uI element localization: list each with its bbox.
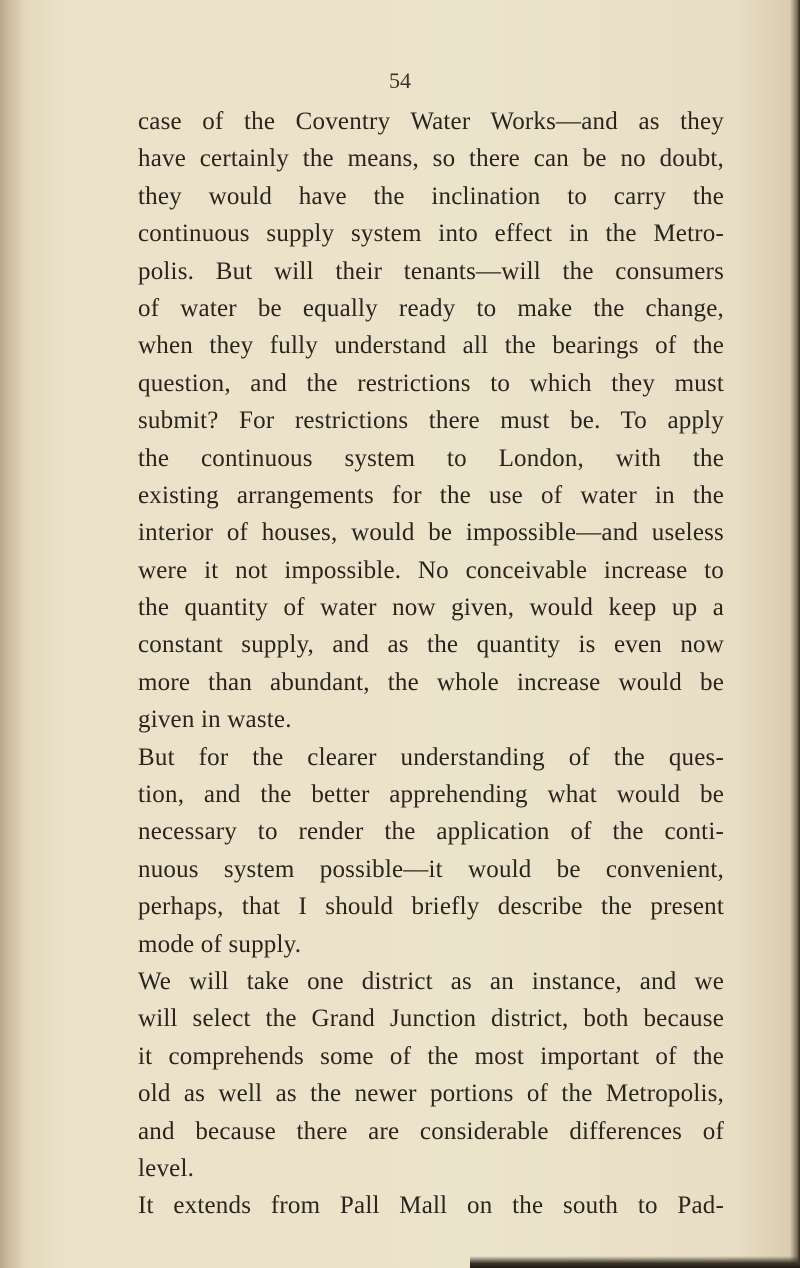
text-line: existing arrangements for the use of water in the	[138, 481, 724, 509]
binding-gutter-shadow	[0, 0, 22, 1268]
text-line: interior of houses, would be impossible—and useless	[138, 519, 724, 547]
text-line: constant supply, and as the quantity is even now	[138, 631, 724, 659]
page-right-edge	[790, 0, 800, 1268]
text-line: nuous system possible—it would be convenient,	[138, 855, 724, 883]
text-line: the quantity of water now given, would keep up a	[138, 594, 724, 622]
text-line: necessary to render the application of the conti-	[138, 818, 724, 846]
text-line: and because there are considerable differences of	[138, 1117, 724, 1145]
text-line: case of the Coventry Water Works—and as they	[138, 108, 724, 135]
text-line: submit? For restrictions there must be. To apply	[138, 407, 724, 435]
text-line: will select the Grand Junction district, both because	[138, 1005, 724, 1033]
text-line: mode of supply.	[138, 930, 302, 958]
text-line: were it not impossible. No conceivable increase to	[138, 556, 724, 584]
text-line: they would have the inclination to carry the	[138, 182, 724, 210]
text-line: polis. But will their tenants—will the consumers	[138, 257, 724, 285]
text-line: It extends from Pall Mall on the south to Pad-	[138, 1192, 724, 1220]
text-line: when they fully understand all the bearings of the	[138, 332, 724, 360]
text-line: level.	[138, 1154, 195, 1182]
body-text	[138, 103, 724, 1225]
text-line: perhaps, that I should briefly describe the present	[138, 893, 724, 921]
text-line: the continuous system to London, with the	[138, 444, 724, 472]
text-line: But for the clearer understanding of the ques-	[138, 743, 724, 771]
text-line: tion, and the better apprehending what would be	[138, 781, 724, 809]
text-line: given in waste.	[138, 706, 292, 734]
text-line: have certainly the means, so there can be no doubt,	[138, 145, 724, 173]
text-line: continuous supply system into effect in the Metro-	[138, 220, 724, 248]
text-line: We will take one district as an instance, and we	[138, 967, 724, 995]
text-line: old as well as the newer portions of the Metropolis,	[138, 1080, 724, 1108]
text-line: of water be equally ready to make the change,	[138, 294, 724, 322]
page-number: 54	[389, 68, 411, 93]
text-line: question, and the restrictions to which they must	[138, 369, 724, 397]
page-bottom-edge	[470, 1256, 800, 1268]
text-line: it comprehends some of the most important of the	[138, 1042, 724, 1070]
text-line: more than abundant, the whole increase would be	[138, 668, 724, 696]
